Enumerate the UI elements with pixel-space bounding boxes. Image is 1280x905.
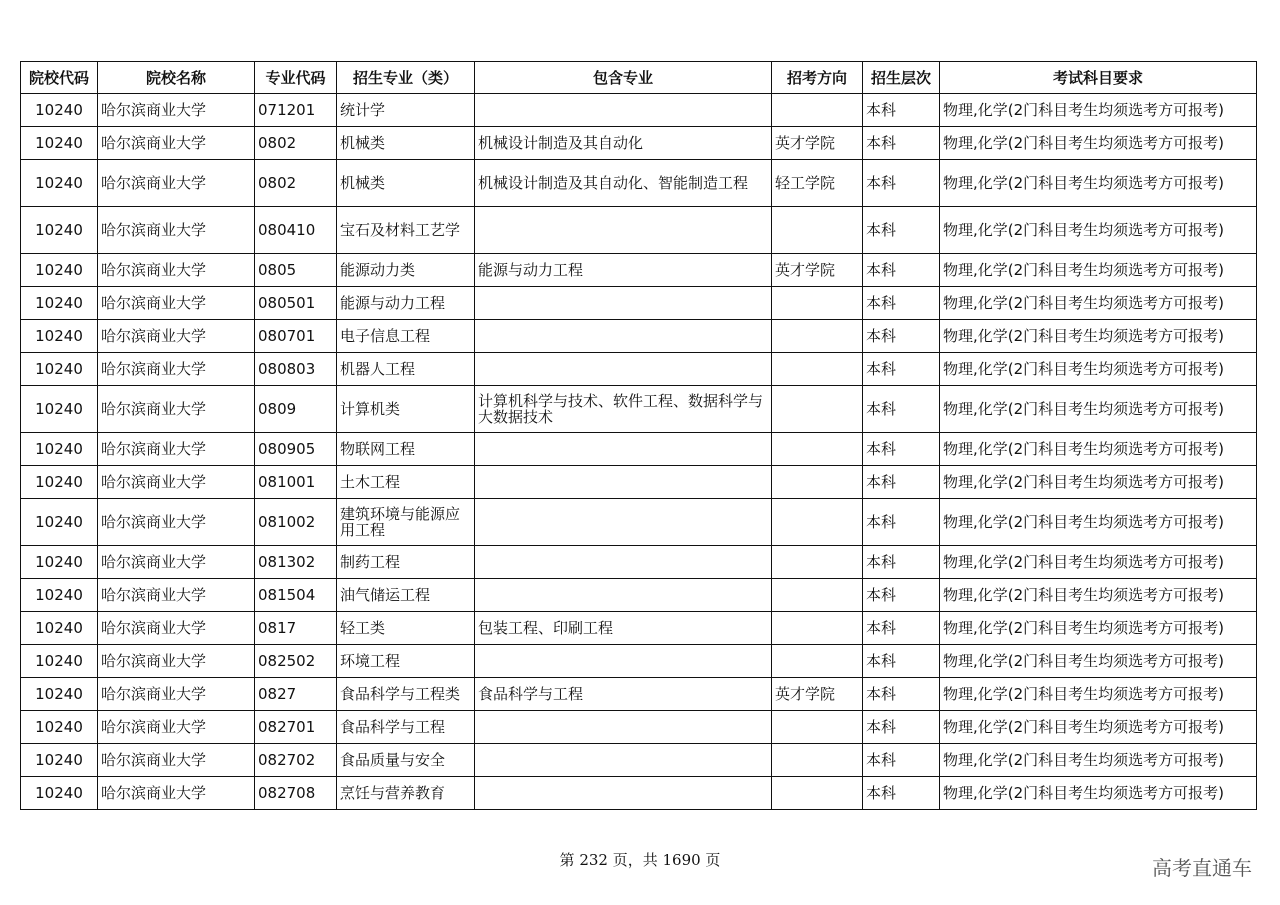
cell-level: 本科 [863,207,940,254]
cell-direction [772,433,863,466]
cell-major-code: 080803 [255,353,337,386]
header-level: 招生层次 [863,62,940,94]
cell-level: 本科 [863,612,940,645]
cell-direction [772,320,863,353]
cell-includes: 计算机科学与技术、软件工程、数据科学与大数据技术 [475,386,772,433]
cell-includes [475,645,772,678]
cell-major: 能源与动力工程 [337,287,475,320]
cell-requirement: 物理,化学(2门科目考生均须选考方可报考) [940,127,1257,160]
table-row [21,711,1257,744]
cell-direction [772,499,863,546]
table-row [21,678,1257,711]
cell-major: 食品科学与工程类 [337,678,475,711]
cell-level: 本科 [863,160,940,207]
cell-major: 食品科学与工程 [337,711,475,744]
cell-major-code: 081302 [255,546,337,579]
cell-requirement: 物理,化学(2门科目考生均须选考方可报考) [940,645,1257,678]
cell-school-code: 10240 [21,353,98,386]
cell-requirement: 物理,化学(2门科目考生均须选考方可报考) [940,320,1257,353]
cell-level: 本科 [863,678,940,711]
cell-level: 本科 [863,777,940,810]
cell-school-code: 10240 [21,546,98,579]
cell-school-name: 哈尔滨商业大学 [98,678,255,711]
cell-school-code: 10240 [21,207,98,254]
cell-school-name: 哈尔滨商业大学 [98,744,255,777]
cell-school-name: 哈尔滨商业大学 [98,466,255,499]
cell-major: 电子信息工程 [337,320,475,353]
cell-major: 物联网工程 [337,433,475,466]
table-row [21,433,1257,466]
cell-school-name: 哈尔滨商业大学 [98,499,255,546]
cell-direction [772,744,863,777]
cell-major-code: 0802 [255,160,337,207]
cell-level: 本科 [863,433,940,466]
cell-major-code: 0827 [255,678,337,711]
cell-school-code: 10240 [21,254,98,287]
cell-major-code: 081002 [255,499,337,546]
cell-major-code: 080905 [255,433,337,466]
cell-includes [475,711,772,744]
table-row [21,466,1257,499]
cell-school-code: 10240 [21,386,98,433]
table-row [21,127,1257,160]
table-row [21,777,1257,810]
cell-major-code: 0805 [255,254,337,287]
cell-requirement: 物理,化学(2门科目考生均须选考方可报考) [940,612,1257,645]
cell-direction [772,777,863,810]
cell-level: 本科 [863,386,940,433]
cell-includes [475,287,772,320]
cell-school-name: 哈尔滨商业大学 [98,320,255,353]
table-row [21,645,1257,678]
cell-major-code: 080501 [255,287,337,320]
header-requirement: 考试科目要求 [940,62,1257,94]
cell-direction [772,94,863,127]
cell-includes: 能源与动力工程 [475,254,772,287]
cell-level: 本科 [863,579,940,612]
header-major: 招生专业（类） [337,62,475,94]
cell-school-code: 10240 [21,94,98,127]
cell-direction: 英才学院 [772,678,863,711]
cell-includes [475,546,772,579]
cell-major: 制药工程 [337,546,475,579]
cell-school-code: 10240 [21,579,98,612]
cell-major-code: 080701 [255,320,337,353]
header-school-code: 院校代码 [21,62,98,94]
cell-major-code: 082702 [255,744,337,777]
cell-direction [772,711,863,744]
cell-school-name: 哈尔滨商业大学 [98,386,255,433]
table-row [21,254,1257,287]
cell-direction [772,386,863,433]
cell-direction [772,546,863,579]
cell-major: 机械类 [337,127,475,160]
cell-major-code: 071201 [255,94,337,127]
cell-level: 本科 [863,711,940,744]
cell-school-code: 10240 [21,744,98,777]
cell-school-code: 10240 [21,433,98,466]
table-row [21,499,1257,546]
cell-major-code: 082708 [255,777,337,810]
cell-level: 本科 [863,466,940,499]
table-row [21,94,1257,127]
cell-major-code: 081001 [255,466,337,499]
cell-level: 本科 [863,645,940,678]
cell-school-name: 哈尔滨商业大学 [98,645,255,678]
cell-includes [475,744,772,777]
cell-major: 烹饪与营养教育 [337,777,475,810]
cell-level: 本科 [863,287,940,320]
table-header-row [21,62,1257,94]
cell-school-name: 哈尔滨商业大学 [98,287,255,320]
cell-major: 土木工程 [337,466,475,499]
header-school-name: 院校名称 [98,62,255,94]
cell-school-code: 10240 [21,678,98,711]
header-includes: 包含专业 [475,62,772,94]
cell-school-code: 10240 [21,320,98,353]
cell-includes [475,499,772,546]
cell-school-name: 哈尔滨商业大学 [98,433,255,466]
cell-major: 计算机类 [337,386,475,433]
cell-school-name: 哈尔滨商业大学 [98,254,255,287]
watermark-logo-text: 高考直通车 [1152,856,1252,880]
header-direction: 招考方向 [772,62,863,94]
cell-school-name: 哈尔滨商业大学 [98,546,255,579]
cell-level: 本科 [863,94,940,127]
cell-major: 机械类 [337,160,475,207]
table-row [21,353,1257,386]
cell-level: 本科 [863,127,940,160]
cell-includes [475,320,772,353]
cell-school-code: 10240 [21,287,98,320]
cell-school-code: 10240 [21,645,98,678]
cell-includes: 机械设计制造及其自动化、智能制造工程 [475,160,772,207]
cell-direction [772,353,863,386]
cell-major: 宝石及材料工艺学 [337,207,475,254]
cell-school-name: 哈尔滨商业大学 [98,612,255,645]
cell-requirement: 物理,化学(2门科目考生均须选考方可报考) [940,579,1257,612]
cell-major-code: 0817 [255,612,337,645]
cell-direction: 轻工学院 [772,160,863,207]
cell-school-name: 哈尔滨商业大学 [98,777,255,810]
cell-level: 本科 [863,353,940,386]
cell-level: 本科 [863,254,940,287]
cell-level: 本科 [863,546,940,579]
cell-requirement: 物理,化学(2门科目考生均须选考方可报考) [940,744,1257,777]
cell-school-name: 哈尔滨商业大学 [98,579,255,612]
cell-includes [475,353,772,386]
cell-major: 轻工类 [337,612,475,645]
cell-direction [772,466,863,499]
admissions-table [20,61,1257,810]
cell-direction [772,579,863,612]
cell-includes [475,433,772,466]
table-row [21,287,1257,320]
cell-requirement: 物理,化学(2门科目考生均须选考方可报考) [940,433,1257,466]
cell-requirement: 物理,化学(2门科目考生均须选考方可报考) [940,353,1257,386]
cell-requirement: 物理,化学(2门科目考生均须选考方可报考) [940,499,1257,546]
cell-major: 油气储运工程 [337,579,475,612]
cell-school-code: 10240 [21,127,98,160]
cell-includes [475,579,772,612]
table-row [21,207,1257,254]
table-row [21,320,1257,353]
cell-major-code: 080410 [255,207,337,254]
cell-requirement: 物理,化学(2门科目考生均须选考方可报考) [940,777,1257,810]
cell-includes: 机械设计制造及其自动化 [475,127,772,160]
cell-requirement: 物理,化学(2门科目考生均须选考方可报考) [940,254,1257,287]
cell-school-code: 10240 [21,466,98,499]
cell-major-code: 082502 [255,645,337,678]
cell-major: 统计学 [337,94,475,127]
cell-direction [772,287,863,320]
cell-school-code: 10240 [21,160,98,207]
cell-school-code: 10240 [21,499,98,546]
cell-direction: 英才学院 [772,127,863,160]
table-row [21,612,1257,645]
cell-major-code: 082701 [255,711,337,744]
cell-school-code: 10240 [21,612,98,645]
cell-includes [475,94,772,127]
cell-school-code: 10240 [21,711,98,744]
cell-direction [772,645,863,678]
table-row [21,744,1257,777]
cell-level: 本科 [863,320,940,353]
cell-school-name: 哈尔滨商业大学 [98,353,255,386]
cell-includes [475,207,772,254]
cell-major: 能源动力类 [337,254,475,287]
cell-requirement: 物理,化学(2门科目考生均须选考方可报考) [940,287,1257,320]
table-row [21,546,1257,579]
header-major-code: 专业代码 [255,62,337,94]
cell-requirement: 物理,化学(2门科目考生均须选考方可报考) [940,94,1257,127]
cell-includes: 包装工程、印刷工程 [475,612,772,645]
cell-major-code: 081504 [255,579,337,612]
cell-school-name: 哈尔滨商业大学 [98,94,255,127]
table-row [21,386,1257,433]
cell-includes: 食品科学与工程 [475,678,772,711]
cell-direction [772,612,863,645]
cell-requirement: 物理,化学(2门科目考生均须选考方可报考) [940,466,1257,499]
page-number: 第 232 页，共 1690 页 [559,851,721,869]
cell-school-name: 哈尔滨商业大学 [98,207,255,254]
cell-direction [772,207,863,254]
cell-major: 建筑环境与能源应用工程 [337,499,475,546]
cell-school-name: 哈尔滨商业大学 [98,711,255,744]
cell-includes [475,466,772,499]
cell-requirement: 物理,化学(2门科目考生均须选考方可报考) [940,711,1257,744]
table-row [21,160,1257,207]
cell-major: 环境工程 [337,645,475,678]
cell-school-code: 10240 [21,777,98,810]
cell-major: 机器人工程 [337,353,475,386]
cell-level: 本科 [863,744,940,777]
cell-includes [475,777,772,810]
cell-requirement: 物理,化学(2门科目考生均须选考方可报考) [940,546,1257,579]
cell-level: 本科 [863,499,940,546]
cell-requirement: 物理,化学(2门科目考生均须选考方可报考) [940,160,1257,207]
cell-major-code: 0809 [255,386,337,433]
cell-major-code: 0802 [255,127,337,160]
cell-direction: 英才学院 [772,254,863,287]
table-row [21,579,1257,612]
cell-requirement: 物理,化学(2门科目考生均须选考方可报考) [940,678,1257,711]
cell-requirement: 物理,化学(2门科目考生均须选考方可报考) [940,207,1257,254]
cell-school-name: 哈尔滨商业大学 [98,127,255,160]
cell-requirement: 物理,化学(2门科目考生均须选考方可报考) [940,386,1257,433]
cell-school-name: 哈尔滨商业大学 [98,160,255,207]
cell-major: 食品质量与安全 [337,744,475,777]
